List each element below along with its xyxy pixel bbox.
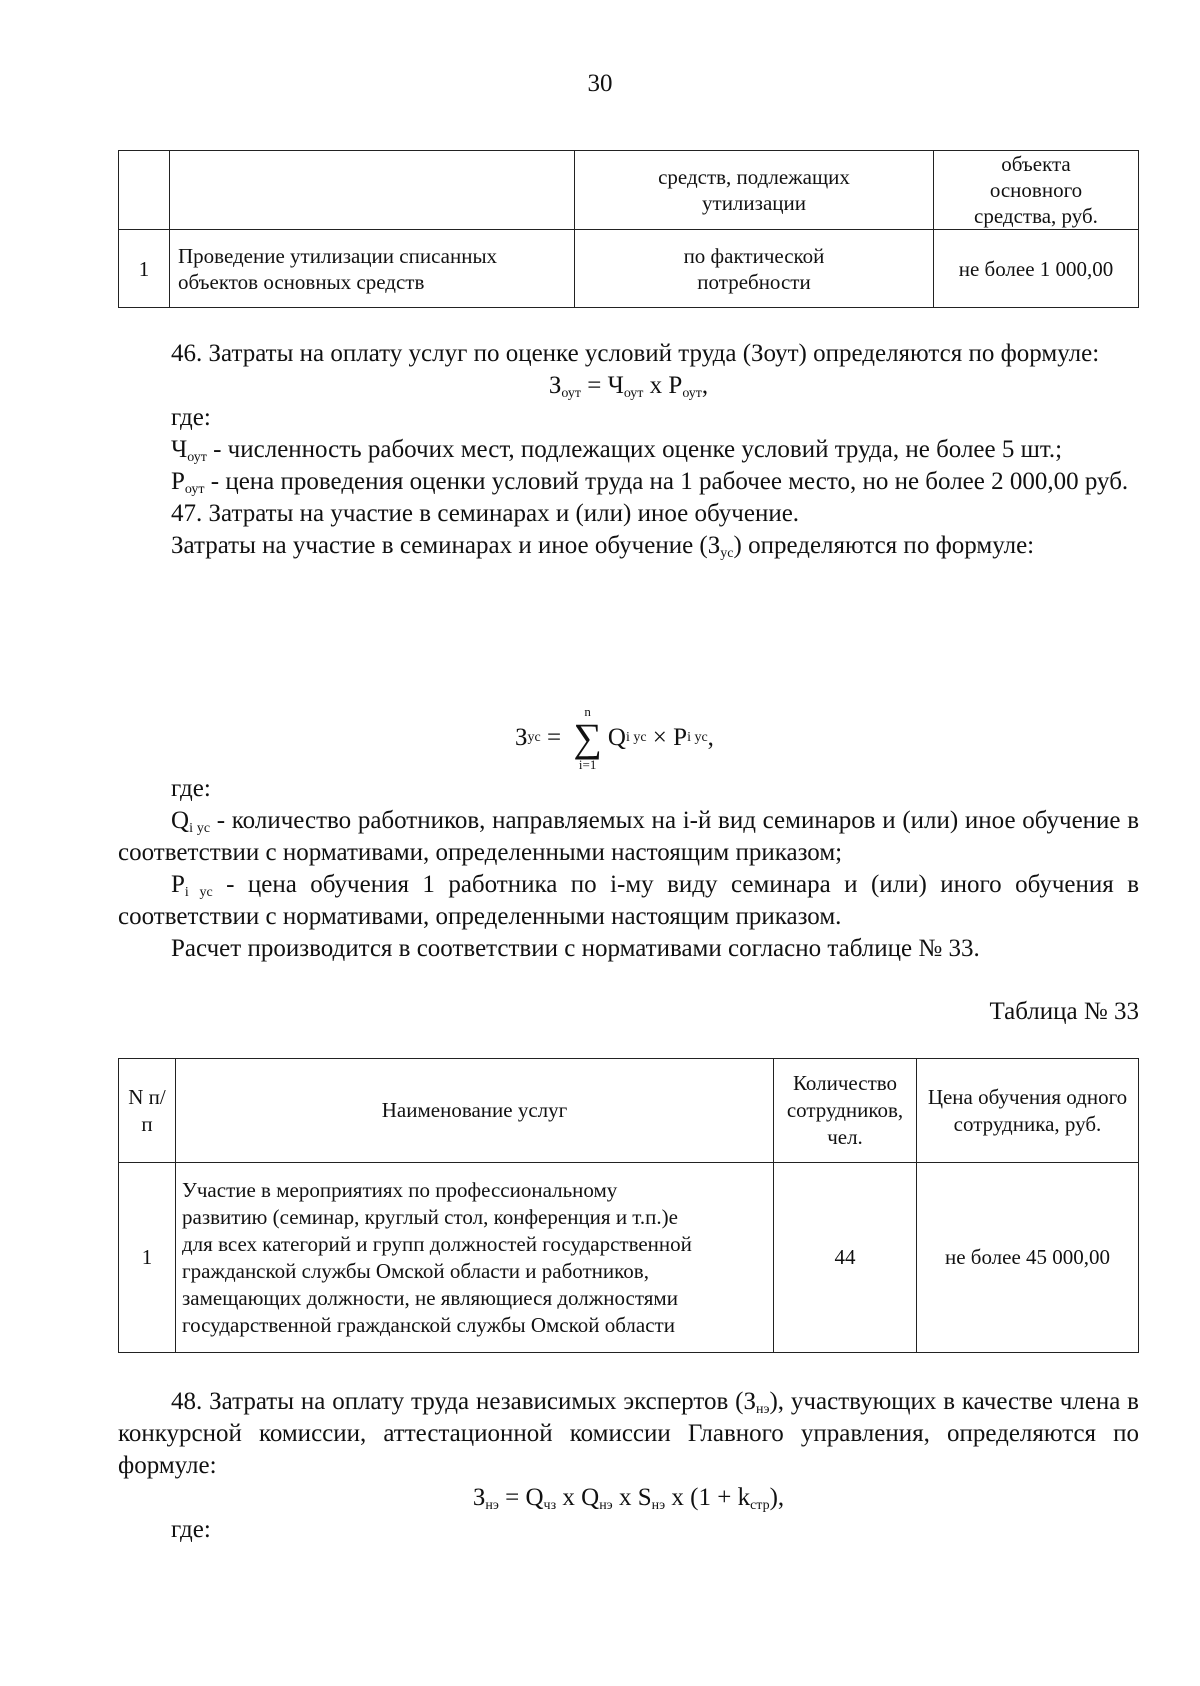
row-count: 44 <box>774 1163 917 1353</box>
table-cell <box>119 151 170 230</box>
table-header-row <box>119 1059 1139 1163</box>
row-price: не более 1 000,00 <box>934 230 1139 308</box>
table-cell: объекта основного средства, руб. <box>934 151 1139 230</box>
row-name <box>170 230 575 308</box>
table-row <box>119 230 1139 308</box>
row-name-line: гражданской службы Омской области и работников, <box>182 1258 649 1283</box>
table-cell <box>170 151 575 230</box>
section-48-intro: 48. Затраты на оплату труда независимых экспертов $(З_{нэ})$, участвующих в качестве члена в конкурсной комиссии, аттестационной комиссии Главного управления, определяются по формуле: <box>118 1388 1139 1479</box>
row-name-line: замещающих должности, не являющиеся должностями <box>182 1285 678 1310</box>
row-quantity: по фактической потребности <box>575 230 934 308</box>
row-number: 1 <box>119 230 170 308</box>
definition-p: $P_{i ус}$ - цена обучения 1 работника по i-му виду семинара и (или) иного обучения в соответствии с нормативами, определенными настоящим приказом. <box>118 871 1140 930</box>
definition-ch-out: $Ч_{оут}$ - численность рабочих мест, подлежащих оценке условий труда, не более 5 шт.; <box>171 436 1063 465</box>
section-48 <box>118 1386 1139 1546</box>
section-47-title: 47. Затраты на участие в семинарах и (или) иное обучение. <box>171 500 800 527</box>
section-46-intro: 46. Затраты на оплату услуг по оценке условий труда (Зоут) определяются по формуле: <box>171 340 1100 367</box>
header-cell: Цена обучения одного сотрудника, руб. <box>917 1059 1139 1163</box>
section-47-defs <box>118 773 1139 965</box>
row-name <box>176 1163 774 1353</box>
formula-46: $З_{оут} = Ч_{оут}$ х $Р_{оут}$, <box>548 372 709 401</box>
row-name-line: Участие в мероприятиях по профессиональному <box>182 1177 618 1202</box>
table-row <box>119 151 1139 230</box>
formula-47: З ус = n ∑ i=1 Q i ус × P i ус , <box>515 704 714 772</box>
definition-q: $Q_{i ус}$ - количество работников, направляемых на i-й вид семинаров и (или) иное обучение в соответствии с нормативами, определенными настоящим приказом; <box>118 807 1140 866</box>
table-33 <box>118 1058 1139 1353</box>
table-row <box>119 1163 1139 1353</box>
table-caption: Таблица № 33 <box>989 998 1139 1025</box>
row-name-line: развитию (семинар, круглый стол, конференция и т.п.)е <box>182 1204 678 1229</box>
header-cell: Количество сотрудников, чел. <box>774 1059 917 1163</box>
header-cell: Наименование услуг <box>176 1059 774 1163</box>
definition-p-out: $Р_{оут}$ - цена проведения оценки условий труда на 1 рабочее место, но не более 2 000,00 руб. <box>171 468 1129 497</box>
where-label: где: <box>171 775 211 802</box>
where-label: где: <box>171 404 211 431</box>
row-name-line: объектов основных средств <box>178 269 425 294</box>
row-number: 1 <box>119 1163 176 1353</box>
table-cell: средств, подлежащих утилизации <box>575 151 934 230</box>
table-top <box>118 150 1139 308</box>
section-46 <box>118 338 1139 562</box>
row-name-line: государственной гражданской службы Омской области <box>182 1312 675 1337</box>
formula-48: $З_{нэ} = Q_{чз}$ х $Q_{нэ}$ х $S_{нэ}$ х $(1 + k_{стр})$, <box>472 1484 785 1513</box>
sigma-symbol: n ∑ i=1 <box>573 704 602 772</box>
calc-note: Расчет производится в соответствии с нормативами согласно таблице № 33. <box>171 935 980 962</box>
header-cell: N п/п <box>119 1059 176 1163</box>
row-name-line: Проведение утилизации списанных <box>178 243 498 268</box>
section-47-intro: Затраты на участие в семинарах и иное обучение $(З_{ус})$ определяются по формуле: <box>171 532 1035 561</box>
where-label: где: <box>171 1516 211 1543</box>
row-price: не более 45 000,00 <box>917 1163 1139 1353</box>
row-name-line: для всех категорий и групп должностей государственной <box>182 1231 692 1256</box>
page-number: 30 <box>587 70 613 97</box>
